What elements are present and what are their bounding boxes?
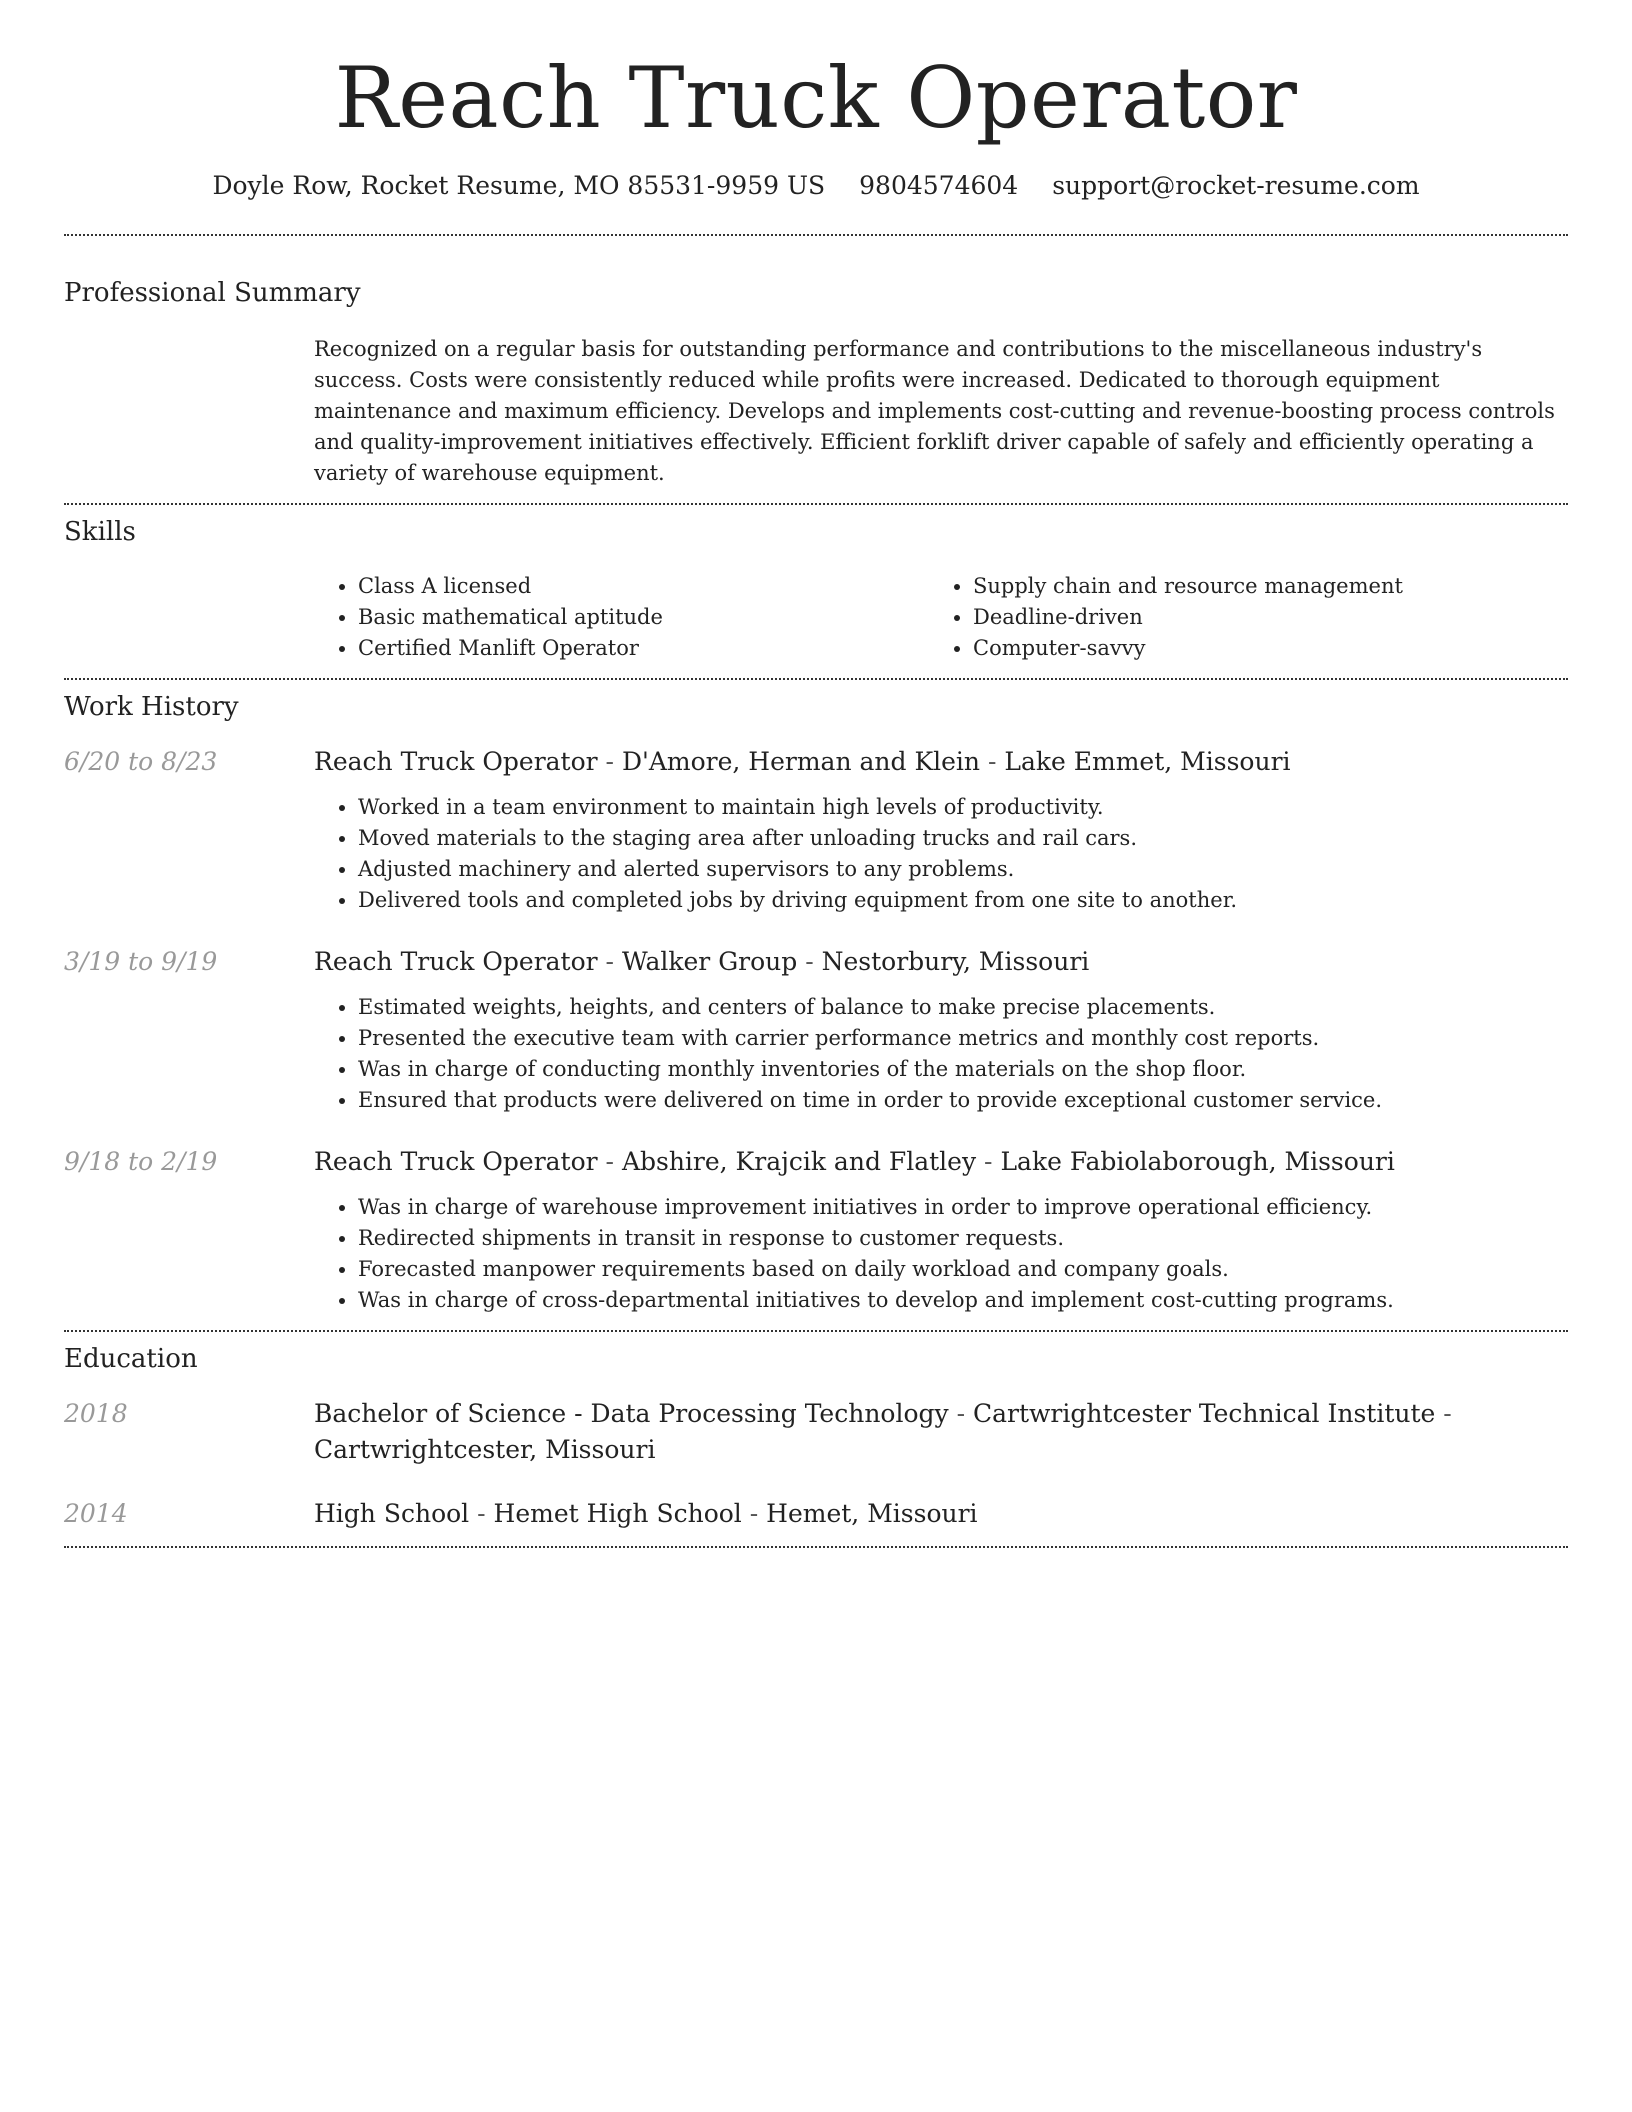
- separator: -: [597, 1146, 622, 1176]
- job-company: D'Amore, Herman and Klein: [621, 746, 981, 776]
- separator: -: [797, 946, 822, 976]
- job-bullet: • Moved materials to the staging area after unloading trucks and rail cars.: [358, 823, 1568, 854]
- job-location: Nestorbury, Missouri: [821, 946, 1090, 976]
- education-school: Cartwrightcester Technical Institute: [973, 1398, 1436, 1428]
- job-role: Reach Truck Operator: [314, 746, 598, 776]
- skill-item: • Certified Manlift Operator: [358, 633, 929, 664]
- job-heading: [314, 1144, 1568, 1180]
- job-entry: [64, 944, 1568, 1116]
- education-school: Hemet High School: [493, 1498, 742, 1528]
- education-degree: Bachelor of Science - Data Processing Technology: [314, 1398, 949, 1428]
- job-dates: 9/18 to 2/19: [64, 1146, 218, 1176]
- section-title-education: Education: [64, 1343, 198, 1374]
- job-bullet: • Was in charge of warehouse improvement initiatives in order to improve operational efficiency.: [358, 1192, 1568, 1223]
- skill-item: • Basic mathematical aptitude: [358, 602, 929, 633]
- job-bullet: • Estimated weights, heights, and centers of balance to make precise placements.: [358, 992, 1568, 1023]
- skills-list-right: [929, 571, 1544, 664]
- job-dates: 6/20 to 8/23: [64, 746, 218, 776]
- job-bullet: • Worked in a team environment to maintain high levels of productivity.: [358, 792, 1568, 823]
- separator: -: [980, 746, 1005, 776]
- education-heading: [314, 1496, 1568, 1532]
- separator: -: [469, 1498, 494, 1528]
- job-bullet: • Presented the executive team with carrier performance metrics and monthly cost reports.: [358, 1023, 1568, 1054]
- job-heading: [314, 744, 1568, 780]
- contact-address: Doyle Row, Rocket Resume, MO 85531-9959 US: [212, 170, 826, 200]
- summary-text: Recognized on a regular basis for outstanding performance and contributions to the miscellaneous industry's success. Costs were consistently reduced while profits were increased. Dedicated to thorough equipment maintenance and maximum efficiency. Develops and implements cost-cutting and revenue-boosting process controls and quality-improvement initiatives effectively. Efficient forklift driver capable of safely and efficiently operating a variety of warehouse equipment.: [314, 336, 1555, 485]
- job-bullet: • Delivered tools and completed jobs by driving equipment from one site to another.: [358, 885, 1568, 916]
- contact-phone: 9804574604: [859, 170, 1019, 200]
- section-title-work-history: Work History: [64, 691, 239, 722]
- job-company: Walker Group: [621, 946, 798, 976]
- job-heading: [314, 944, 1568, 980]
- education-section: [64, 1332, 1568, 1546]
- education-entry: [64, 1396, 1568, 1468]
- job-location: Lake Fabiolaborough, Missouri: [1000, 1146, 1395, 1176]
- job-dates: 3/19 to 9/19: [64, 946, 218, 976]
- education-year: 2014: [64, 1498, 128, 1528]
- job-bullet: • Was in charge of conducting monthly inventories of the materials on the shop floor.: [358, 1054, 1568, 1085]
- job-bullet: • Redirected shipments in transit in response to customer requests.: [358, 1223, 1568, 1254]
- job-bullet: • Adjusted machinery and alerted supervisors to any problems.: [358, 854, 1568, 885]
- candidate-title: Reach Truck Operator: [334, 49, 1298, 147]
- section-title-skills: Skills: [64, 516, 136, 547]
- education-year: 2018: [64, 1398, 128, 1428]
- work-history-section: [64, 680, 1568, 1330]
- separator: -: [1435, 1398, 1452, 1428]
- job-entry: [64, 1144, 1568, 1316]
- education-entry: [64, 1496, 1568, 1532]
- job-bullet: • Forecasted manpower requirements based on daily workload and company goals.: [358, 1254, 1568, 1285]
- contact-line: [64, 171, 1568, 200]
- education-degree: High School: [314, 1498, 470, 1528]
- job-role: Reach Truck Operator: [314, 946, 598, 976]
- job-location: Lake Emmet, Missouri: [1004, 746, 1291, 776]
- job-entry: [64, 744, 1568, 916]
- education-location: Cartwrightcester, Missouri: [314, 1434, 656, 1464]
- contact-email: support@rocket-resume.com: [1052, 170, 1420, 200]
- job-bullets: [314, 792, 1568, 916]
- education-location: Hemet, Missouri: [766, 1498, 978, 1528]
- summary-section: [64, 236, 1568, 503]
- separator: -: [948, 1398, 973, 1428]
- job-bullet: • Was in charge of cross-departmental initiatives to develop and implement cost-cutting programs.: [358, 1285, 1568, 1316]
- job-company: Abshire, Krajcik and Flatley: [621, 1146, 977, 1176]
- job-bullet: • Ensured that products were delivered on time in order to provide exceptional customer service.: [358, 1085, 1568, 1116]
- section-title-summary: Professional Summary: [64, 277, 361, 308]
- separator: -: [976, 1146, 1001, 1176]
- skill-item: • Computer-savvy: [973, 633, 1544, 664]
- job-bullets: [314, 992, 1568, 1116]
- separator: -: [741, 1498, 767, 1528]
- job-role: Reach Truck Operator: [314, 1146, 598, 1176]
- divider: [64, 1546, 1568, 1548]
- skills-section: [64, 505, 1568, 678]
- skill-item: • Class A licensed: [358, 571, 929, 602]
- education-heading: [314, 1396, 1568, 1468]
- separator: -: [597, 946, 622, 976]
- skill-item: • Deadline-driven: [973, 602, 1544, 633]
- skills-list-left: [314, 571, 929, 664]
- job-bullets: [314, 1192, 1568, 1316]
- separator: -: [597, 746, 622, 776]
- skill-item: • Supply chain and resource management: [973, 571, 1544, 602]
- resume-header: [64, 0, 1568, 200]
